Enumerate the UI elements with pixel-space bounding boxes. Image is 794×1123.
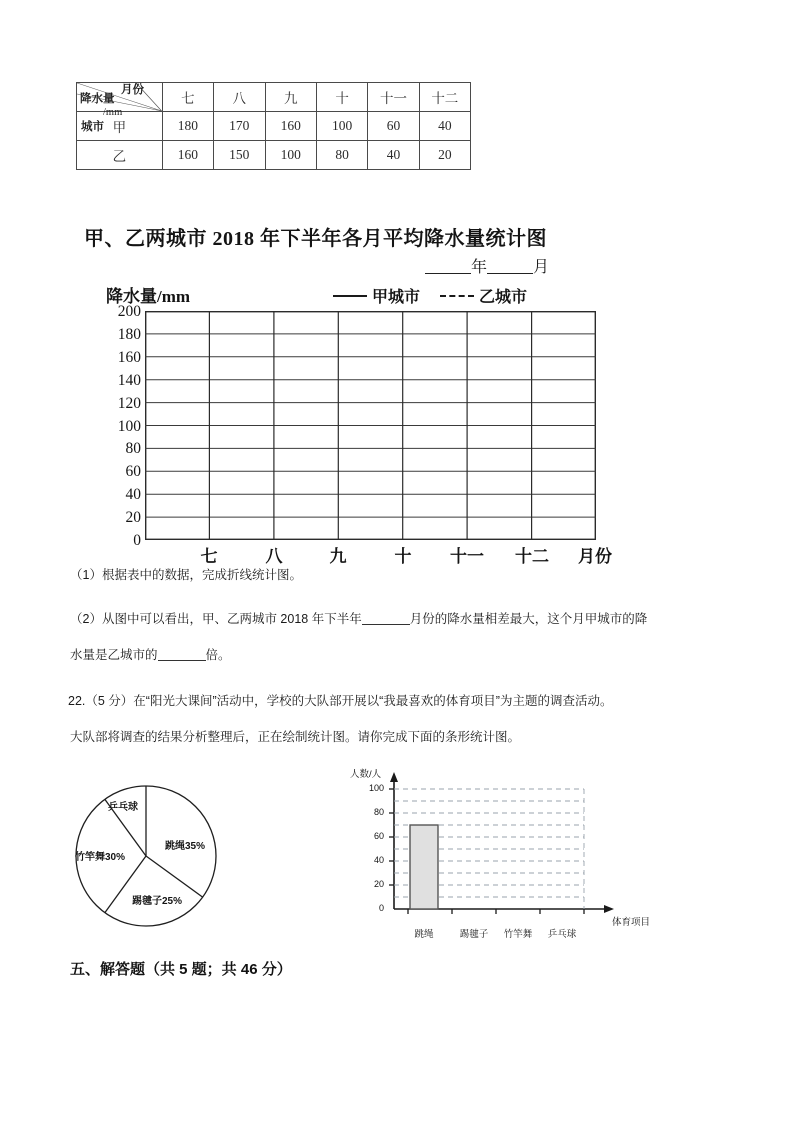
question-2-blank-month[interactable] (362, 612, 410, 625)
line-chart-x-axis-title: 月份 (578, 547, 612, 566)
x-tick-month-9: 九 (329, 547, 347, 566)
bar-chart-figure (336, 764, 676, 944)
line-chart-y-ticks (99, 304, 143, 547)
line-chart-x-ticks (145, 542, 645, 568)
legend-dashed-line-icon (440, 295, 474, 297)
table-col-header-month-10: 十 (316, 83, 367, 112)
bar-x-label-pingpangqiu: 乒乓球 (547, 929, 577, 940)
cell-jia-10: 100 (316, 112, 367, 141)
question-1-text: （1）根据表中的数据，完成折线统计图。 (70, 568, 302, 582)
question-2-part-2: 月份的降水量相差最大，这个月甲城市的降 (409, 612, 648, 626)
month-blank[interactable] (487, 259, 533, 274)
y-tick-80: 80 (125, 440, 141, 458)
cell-jia-11: 60 (368, 112, 419, 141)
pie-chart-figure (72, 782, 232, 930)
cell-yi-10: 80 (316, 141, 367, 170)
corner-label-precipitation: 降水量 (80, 93, 115, 105)
table-corner-header (77, 83, 163, 133)
precipitation-data-table (76, 82, 471, 170)
legend-label-yi: 乙城市 (479, 289, 528, 306)
bar-x-label-tiaosheng: 跳绳 (414, 929, 434, 940)
year-suffix: 年 (471, 259, 488, 276)
year-blank[interactable] (425, 259, 471, 274)
y-tick-180: 180 (117, 325, 141, 343)
question-2-part-3-pre: 水量是乙城市的 (70, 648, 158, 662)
cell-yi-8: 150 (214, 141, 265, 170)
question-2-line-1 (70, 610, 647, 629)
x-tick-month-12: 十二 (515, 547, 549, 566)
question-2-line-2 (70, 646, 231, 665)
cell-jia-12: 40 (419, 112, 470, 141)
question-22-line-2: 大队部将调查的结果分析整理后，正在绘制统计图。请你完成下面的条形统计图。 (70, 730, 521, 744)
corner-label-month: 月份 (121, 84, 144, 96)
table-row (77, 141, 471, 170)
question-22-line-1: 22.（5 分）在“阳光大课间”活动中，学校的大队部开展以“我最喜欢的体育项目”为主题的调查活动。 (68, 694, 613, 708)
pie-label-zhuganwu: 竹竿舞30% (75, 852, 126, 863)
line-chart-legend (333, 284, 527, 307)
question-2-part-3-post: 倍。 (205, 648, 231, 662)
y-tick-20: 20 (125, 509, 141, 527)
bar-x-label-zhuganwu: 竹竿舞 (503, 929, 533, 940)
bar-chart-x-axis-title: 体育项目 (612, 917, 651, 928)
y-tick-160: 160 (117, 348, 141, 366)
table-col-header-month-12: 十二 (419, 83, 470, 112)
row-header-city-jia: 甲 (77, 112, 163, 141)
y-tick-100: 100 (117, 417, 141, 435)
bar-y-tick-40: 40 (373, 855, 384, 865)
x-tick-month-10: 十 (394, 547, 412, 566)
line-chart-title: 甲、乙两城市 2018 年下半年各月平均降水量统计图 (84, 228, 547, 250)
table-col-header-month-11: 十一 (368, 83, 419, 112)
question-2-blank-ratio[interactable] (158, 648, 206, 661)
cell-jia-9: 160 (265, 112, 316, 141)
cell-jia-7: 180 (162, 112, 213, 141)
bar-tiaosheng (410, 825, 438, 909)
line-chart-plot-grid[interactable] (145, 311, 596, 540)
cell-yi-9: 100 (265, 141, 316, 170)
table-col-header-month-9: 九 (265, 83, 316, 112)
corner-label-city: 城市 (81, 121, 104, 133)
corner-label-unit: /mm (103, 107, 123, 118)
row-header-city-yi: 乙 (77, 141, 163, 170)
table-header-row (77, 83, 471, 112)
cell-yi-11: 40 (368, 141, 419, 170)
y-tick-40: 40 (125, 486, 141, 504)
line-chart-date-blanks (425, 254, 549, 277)
table-col-header-month-7: 七 (162, 83, 213, 112)
line-chart-y-axis-title: 降水量/mm (106, 287, 191, 306)
y-tick-200: 200 (117, 303, 141, 320)
y-tick-60: 60 (125, 463, 141, 481)
bar-y-tick-80: 80 (373, 807, 384, 817)
bar-y-tick-20: 20 (373, 879, 384, 889)
cell-jia-8: 170 (214, 112, 265, 141)
pie-label-pingpangqiu: 乒乓球 (108, 802, 138, 813)
table (76, 82, 471, 170)
legend-solid-line-icon (333, 295, 367, 297)
y-tick-0: 0 (133, 532, 141, 549)
y-tick-120: 120 (117, 394, 141, 412)
y-tick-140: 140 (117, 371, 141, 389)
legend-label-jia: 甲城市 (372, 289, 421, 306)
section-heading-answer-questions: 五、解答题（共 5 题；共 46 分） (70, 961, 292, 978)
pie-label-tijianzi: 踢毽子25% (132, 896, 183, 907)
bar-y-tick-60: 60 (373, 831, 384, 841)
bar-x-label-tijianzi: 踢毽子 (459, 929, 489, 940)
bar-y-tick-0: 0 (378, 903, 384, 913)
table-row (77, 112, 471, 141)
bar-chart-y-axis-title: 人数/人 (350, 769, 382, 780)
table-col-header-month-8: 八 (214, 83, 265, 112)
month-suffix: 月 (533, 259, 550, 276)
bar-y-tick-100: 100 (368, 783, 384, 793)
cell-yi-7: 160 (162, 141, 213, 170)
x-tick-month-8: 八 (265, 547, 283, 566)
cell-yi-12: 20 (419, 141, 470, 170)
x-tick-month-11: 十一 (450, 547, 484, 566)
x-tick-month-7: 七 (200, 547, 218, 566)
question-2-part-1: （2）从图中可以看出，甲、乙两城市 2018 年下半年 (70, 612, 362, 626)
pie-label-tiaosheng: 跳绳35% (165, 841, 206, 852)
